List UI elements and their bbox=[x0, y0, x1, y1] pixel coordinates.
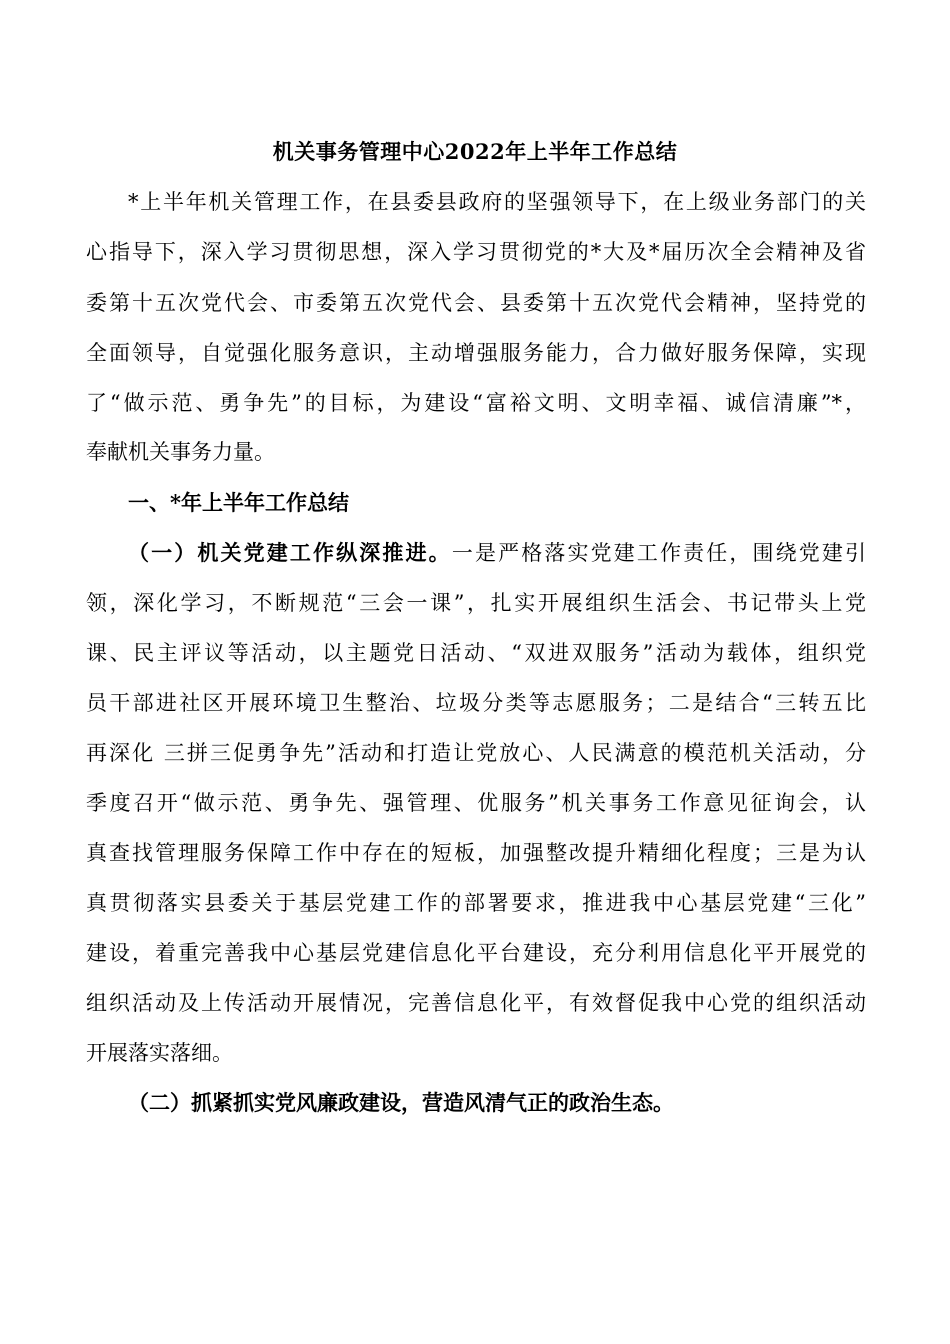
body-line: 组织活动及上传活动开展情况，完善信息化平，有效督促我中心党的组织活动 bbox=[86, 991, 866, 1015]
intro-line: 了“做示范、勇争先”的目标，为建设“富裕文明、文明幸福、诚信清廉”*， bbox=[86, 391, 866, 415]
section-heading: 一、*年上半年工作总结 bbox=[128, 490, 349, 515]
body-line: 季度召开“做示范、勇争先、强管理、优服务”机关事务工作意见征询会，认 bbox=[86, 791, 866, 815]
body-line: 真查找管理服务保障工作中存在的短板，加强整改提升精细化程度；三是为认 bbox=[86, 841, 866, 865]
body-line: 课、民主评议等活动，以主题党日活动、“双进双服务”活动为载体，组织党 bbox=[86, 641, 866, 665]
intro-line: 全面领导，自觉强化服务意识，主动增强服务能力，合力做好服务保障，实现 bbox=[86, 341, 866, 365]
intro-line: 委第十五次党代会、市委第五次党代会、县委第十五次党代会精神，坚持党的 bbox=[86, 291, 866, 315]
document-title: 机关事务管理中心2022年上半年工作总结 bbox=[272, 139, 678, 164]
body-line: 员干部进社区开展环境卫生整治、垃圾分类等志愿服务；二是结合“三转五比 bbox=[86, 691, 866, 715]
body-line: 开展落实落细。 bbox=[86, 1041, 233, 1065]
subsection-heading: （一）机关党建工作纵深推进。 bbox=[128, 540, 452, 565]
body-line: 领，深化学习，不断规范“三会一课”，扎实开展组织生活会、书记带头上党 bbox=[86, 591, 866, 615]
body-line: 真贯彻落实县委关于基层党建工作的部署要求，推进我中心基层党建“三化” bbox=[86, 891, 866, 915]
intro-line: *上半年机关管理工作，在县委县政府的坚强领导下，在上级业务部门的关 bbox=[128, 190, 866, 214]
subsection-text: 一是严格落实党建工作责任，围绕党建引 bbox=[451, 541, 867, 565]
body-line: 建设，着重完善我中心基层党建信息化平台建设，充分利用信息化平开展党的 bbox=[86, 941, 866, 965]
subsection-first-line bbox=[128, 537, 866, 569]
body-line: 再深化 三拼三促勇争先”活动和打造让党放心、人民满意的模范机关活动，分 bbox=[86, 741, 866, 765]
subsection-heading: （二）抓紧抓实党风廉政建设，营造风清气正的政治生态。 bbox=[128, 1090, 674, 1115]
intro-line: 心指导下，深入学习贯彻思想，深入学习贯彻党的*大及*届历次全会精神及省 bbox=[86, 240, 866, 264]
intro-line: 奉献机关事务力量。 bbox=[86, 440, 275, 464]
